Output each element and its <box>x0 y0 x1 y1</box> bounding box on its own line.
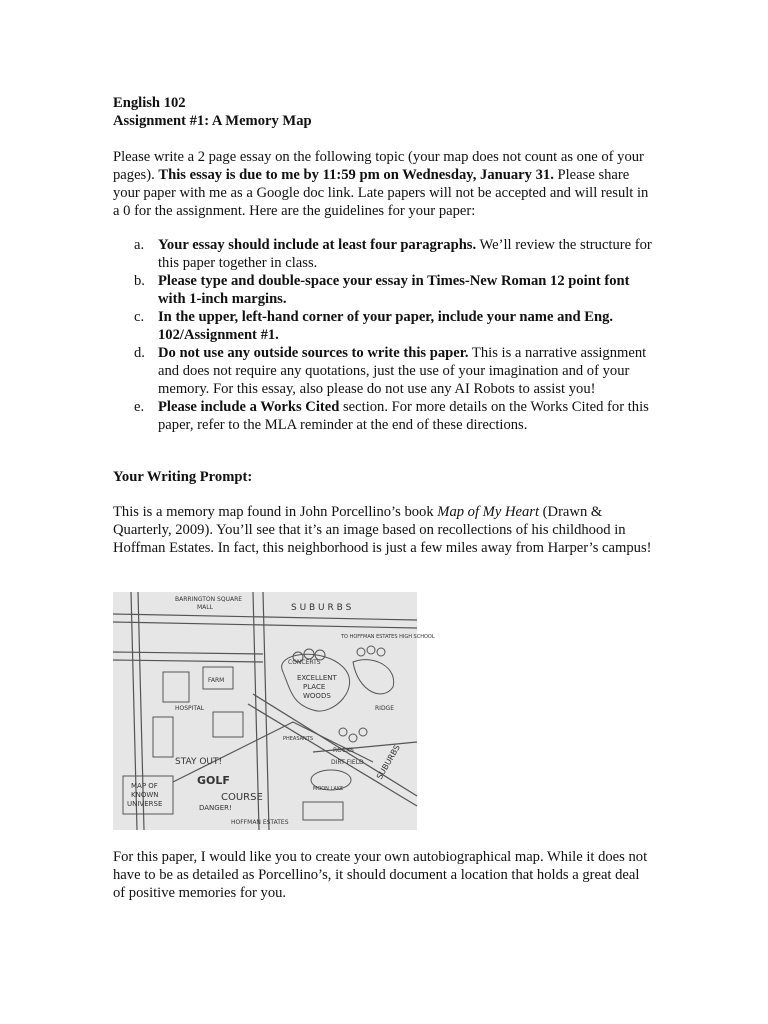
guideline-item <box>113 236 653 272</box>
closing-paragraph: For this paper, I would like you to create your own autobiographical map. While it does not have to be as detailed as Porcellino’s, it should document a location that holds a great deal of positive memories for you. <box>113 849 648 901</box>
guideline-bold: Do not use any outside sources to write this paper. <box>158 345 469 361</box>
map-label: GOLF <box>197 774 230 787</box>
due-date-text: This essay is due to me by 11:59 pm on Wednesday, January 31. <box>158 167 554 183</box>
map-label: TO HOFFMAN ESTATES HIGH SCHOOL <box>341 634 435 640</box>
map-label: WOODS <box>303 692 331 700</box>
book-title: Map of My Heart <box>437 504 540 520</box>
course-title: English 102 <box>113 95 186 111</box>
guideline-text: We’ll review the structure for this paper together in class. <box>158 237 652 271</box>
map-label: MAP OF <box>131 782 158 790</box>
intro-text-2: Please share your paper with me as a Google doc link. Late papers will not be accepted and will result in a 0 for the assignment. Here are the guidelines for your paper: <box>113 167 649 219</box>
map-label: FARM <box>208 677 225 684</box>
guideline-bold: Please include a Works Cited <box>158 399 340 415</box>
map-label: UNIVERSE <box>127 800 163 808</box>
map-label: HOSPITAL <box>175 705 205 712</box>
guideline-text: This is a narrative assignment and does not require any quotations, just the use of your imagination and of your memory. For this essay, also please do not use any AI Robots to assist you! <box>158 345 647 397</box>
intro-text-1: Please write a 2 page essay on the following topic (your map does not count as one of your pages). <box>113 149 644 183</box>
map-label: MALL <box>197 604 213 611</box>
guidelines-list <box>113 236 653 434</box>
map-label: ROCKS <box>333 747 354 754</box>
map-label: BARRINGTON SQUARE <box>175 596 243 603</box>
document-header <box>113 94 653 130</box>
map-label: PHEASANTS <box>283 736 314 742</box>
map-label: KNOWN <box>131 791 159 799</box>
guideline-marker: d. <box>134 345 145 361</box>
guideline-marker: b. <box>134 273 145 289</box>
map-label: SUBURBS <box>374 743 402 781</box>
map-label: STAY OUT! <box>175 757 223 767</box>
guideline-bold: Please type and double-space your essay in Times-New Roman 12 point font with 1-inch margins. <box>158 273 630 307</box>
map-label: DANGER! <box>199 804 232 812</box>
prompt-paragraph <box>113 503 653 557</box>
guideline-marker: c. <box>134 309 145 325</box>
prompt-heading: Your Writing Prompt: <box>113 469 253 485</box>
guideline-bold: In the upper, left-hand corner of your paper, include your name and Eng. 102/Assignment #1. <box>158 309 614 343</box>
map-label: PLACE <box>303 683 326 691</box>
memory-map-image <box>113 592 435 830</box>
guideline-item <box>113 272 653 308</box>
map-label: MOON LAKE <box>313 786 344 792</box>
map-label: HOFFMAN ESTATES <box>231 819 289 826</box>
map-label: COURSE <box>221 792 263 803</box>
map-label: DIRT FIELD <box>331 759 364 766</box>
prompt-text-2: (Drawn & Quarterly, 2009). You’ll see that it’s an image based on recollections of his childhood in Hoffman Estates. In fact, this neighborhood is just a few miles away from Harper’s campus! <box>113 504 652 556</box>
map-label: CONCERTS <box>288 659 321 666</box>
map-label: EXCELLENT <box>297 674 337 682</box>
guideline-item <box>113 344 653 398</box>
guideline-item <box>113 308 653 344</box>
guideline-text: section. For more details on the Works Cited for this paper, refer to the MLA reminder at the end of these directions. <box>158 399 649 433</box>
map-label: S U B U R B S <box>291 603 352 613</box>
guideline-item <box>113 398 653 434</box>
assignment-title: Assignment #1: A Memory Map <box>113 113 312 129</box>
prompt-text-1: This is a memory map found in John Porcellino’s book <box>113 504 438 520</box>
intro-paragraph <box>113 148 653 220</box>
guideline-marker: e. <box>134 399 145 415</box>
guideline-bold: Your essay should include at least four paragraphs. <box>158 237 477 253</box>
map-label: RIDGE <box>375 705 394 712</box>
guideline-marker: a. <box>134 237 145 253</box>
